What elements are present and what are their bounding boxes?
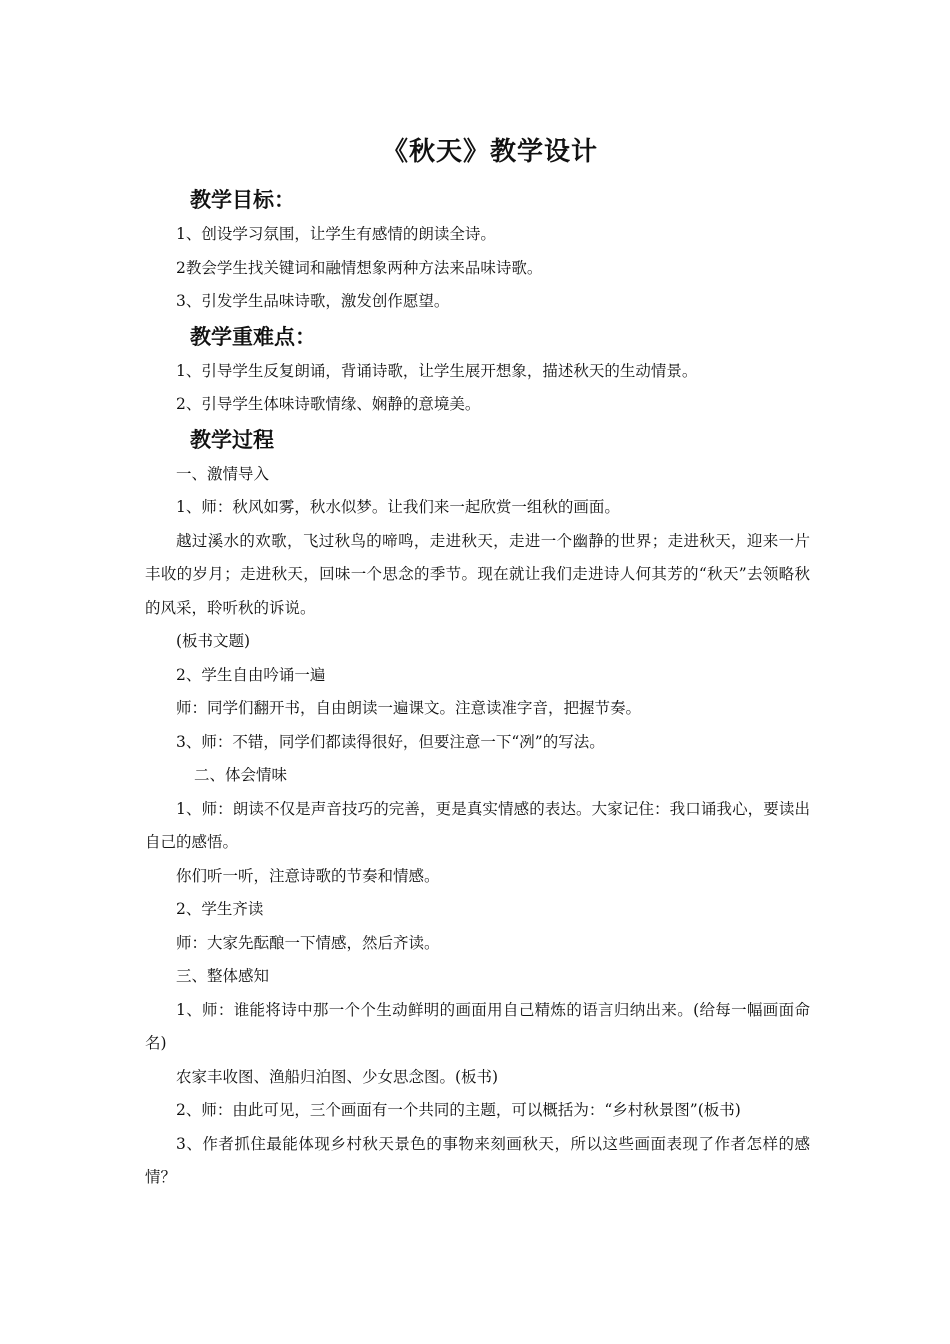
objectives-heading: 教学目标： [190,188,295,212]
process-paragraph: 2、师：由此可见，三个画面有一个共同的主题，可以概括为：“乡村秋景图”(板书) [176,1101,741,1119]
process-section-title: 二、体会情味 [194,766,288,784]
process-paragraph: 2、学生齐读 [176,900,264,918]
process-paragraph: 1、师：秋风如雾，秋水似梦。让我们来一起欣赏一组秋的画面。 [176,498,620,516]
keypoints-heading: 教学重难点： [190,324,316,349]
document-title: 《秋天》教学设计 [381,137,598,167]
process-paragraph: 2、学生自由吟诵一遍 [176,665,326,684]
process-paragraph: 3、师：不错，同学们都读得很好，但要注意一下“冽”的写法。 [176,732,605,751]
process-paragraph: 你们听一听，注意诗歌的节奏和情感。 [176,866,440,885]
objective-item: 1、创设学习氛围，让学生有感情的朗读全诗。 [176,225,496,243]
process-section-title: 一、激情导入 [176,464,270,483]
keypoint-item: 2、引导学生体味诗歌情缘、娴静的意境美。 [176,395,481,413]
process-paragraph: (板书文题) [176,632,251,650]
objective-item: 3、引发学生品味诗歌，激发创作愿望。 [176,292,450,310]
process-paragraph: 越过溪水的欢歌，飞过秋鸟的啼鸣，走进秋天，走进一个幽静的世界；走进秋天，迎来一片丰收的岁月；走进秋天，回味一个思念的季节。现在就让我们走进诗人何其芳的“秋天”去领略秋的风采，聆听秋的诉说。 [145,531,810,617]
keypoint-item: 1、引导学生反复朗诵，背诵诗歌，让学生展开想象，描述秋天的生动情景。 [176,361,698,380]
process-paragraph: 1、师：谁能将诗中那一个个生动鲜明的画面用自己精炼的语言归纳出来。(给每一幅画面命名) [145,1000,810,1052]
objective-item: 2教会学生找关键词和融情想象两种方法来品味诗歌。 [176,258,543,277]
process-paragraph: 师：大家先酝酿一下情感，然后齐读。 [176,933,440,952]
process-paragraph: 师：同学们翻开书，自由朗读一遍课文。注意读准字音，把握节奏。 [176,699,642,717]
process-section-title: 三、整体感知 [176,967,270,985]
document-body [145,182,810,1195]
process-heading: 教学过程 [190,427,274,452]
process-paragraph: 3、作者抓住最能体现乡村秋天景色的事物来刻画秋天，所以这些画面表现了作者怎样的感情？ [145,1134,810,1186]
process-paragraph: 农家丰收图、渔船归泊图、少女思念图。(板书) [176,1067,499,1086]
process-paragraph: 1、师：朗读不仅是声音技巧的完善，更是真实情感的表达。大家记住：我口诵我心，要读出自己的感悟。 [145,799,810,851]
